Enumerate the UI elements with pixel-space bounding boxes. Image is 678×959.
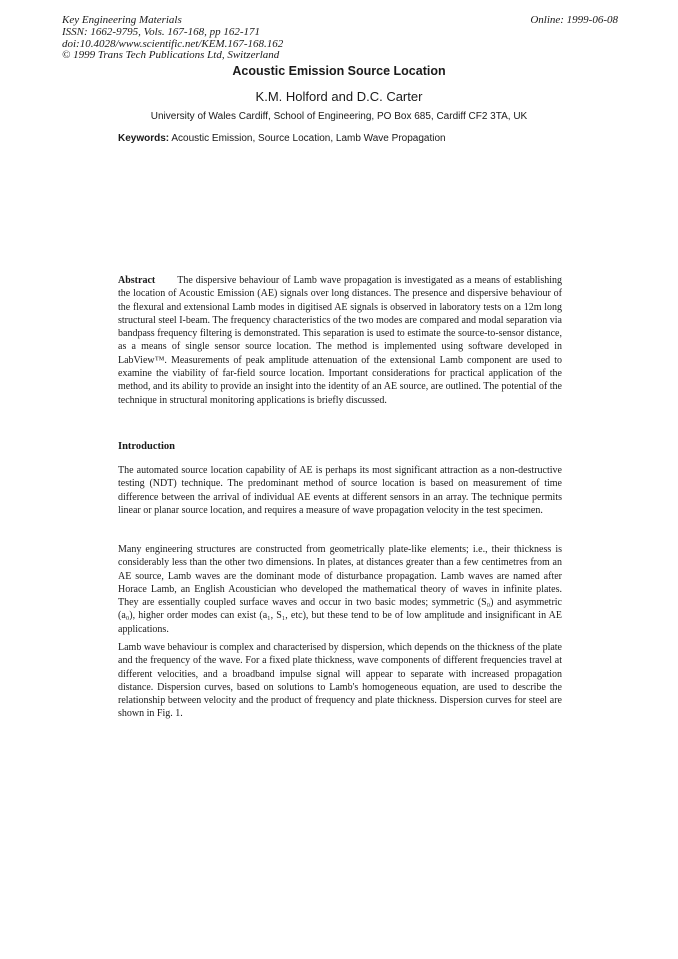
keywords-text: Acoustic Emission, Source Location, Lamb Wave Propagation — [171, 133, 446, 144]
intro-paragraph-1: The automated source location capability of AE is perhaps its most significant attraction as a non-destructive testing (NDT) technique. The predominant method of source location is based on measurement of time difference between the arrival of individual AE events at different sensors in an array. The technique permits linear or planar source location, and requires a measure of wave propagation velocity in the test specimen. — [118, 465, 562, 516]
copyright-line: © 1999 Trans Tech Publications Ltd, Switzerland — [62, 49, 280, 62]
paper-title: Acoustic Emission Source Location — [232, 64, 446, 78]
publication-header — [62, 15, 618, 62]
author-affiliation: University of Wales Cardiff, School of Engineering, PO Box 685, Cardiff CF2 3TA, UK — [150, 111, 528, 122]
online-date: Online: 1999-06-08 — [530, 14, 618, 26]
paper-authors: K.M. Holford and D.C. Carter — [255, 89, 423, 104]
introduction-heading: Introduction — [118, 441, 175, 452]
keywords-label: Keywords: — [118, 133, 170, 144]
intro-paragraph-3: Lamb wave behaviour is complex and characterised by dispersion, which depends on the thickness of the plate and the frequency of the wave. For a fixed plate thickness, wave components of different frequencies travel at different velocities, and a broadband impulse signal will appear to separate with increased propagation distance. Dispersion curves, based on solutions to Lamb's homogeneous equation, are used to describe the relationship between velocity and the product of frequency and plate thickness. Dispersion curves for steel are shown in Fig. 1. — [118, 642, 562, 720]
keywords-line — [118, 133, 446, 144]
issn-line: ISSN: 1662-9795, Vols. 167-168, pp 162-171 — [62, 25, 260, 38]
abstract-paragraph — [118, 274, 562, 407]
abstract-text: The dispersive behaviour of Lamb wave propagation is investigated as a means of establishing the location of Acoustic Emission (AE) signals over long distances. The presence and dispersive behaviour of the flexural and extensional Lamb modes in digitised AE signals is observed in laboratory tests on a 12m long structural steel I-beam. The frequency characteristics of the two modes are compared and modal separation via bandpass frequency filtering is demonstrated. This separation is used to estimate the source-to-sensor distance, as a means of single sensor source location. The method is implemented using software developed in LabView™. Measurements of peak amplitude attenuation of the extensional Lamb component are used to examine the viability of far-field source location. Important considerations for practical application of the method, and its ability to provide an insight into the identity of an AE source, are outlined. The potential of the technique in structural monitoring applications is briefly discussed. — [118, 275, 562, 406]
doi-line[interactable]: doi:10.4028/www.scientific.net/KEM.167-168.162 — [62, 37, 284, 50]
journal-name: Key Engineering Materials — [62, 14, 182, 26]
intro-paragraph-2: Many engineering structures are constructed from geometrically plate-like elements; i.e., their thickness is considerably less than the other two dimensions. In plates, at distances greater than a few centimetres from an AE source, Lamb waves are the dominant mode of disturbance propagation. Lamb waves are named after Horace Lamb, an English Acoustician who developed the mathematical theory of waves in infinite plates. They are essentially coupled surface waves and occur in two basic modes; symmetric (S₀) and asymmetric (a₀), higher order modes can exist (a₁, S₁, etc), but these tend to be of low amplitude and insignificant in AE applications. — [118, 544, 562, 635]
abstract-label: Abstract — [118, 275, 156, 286]
